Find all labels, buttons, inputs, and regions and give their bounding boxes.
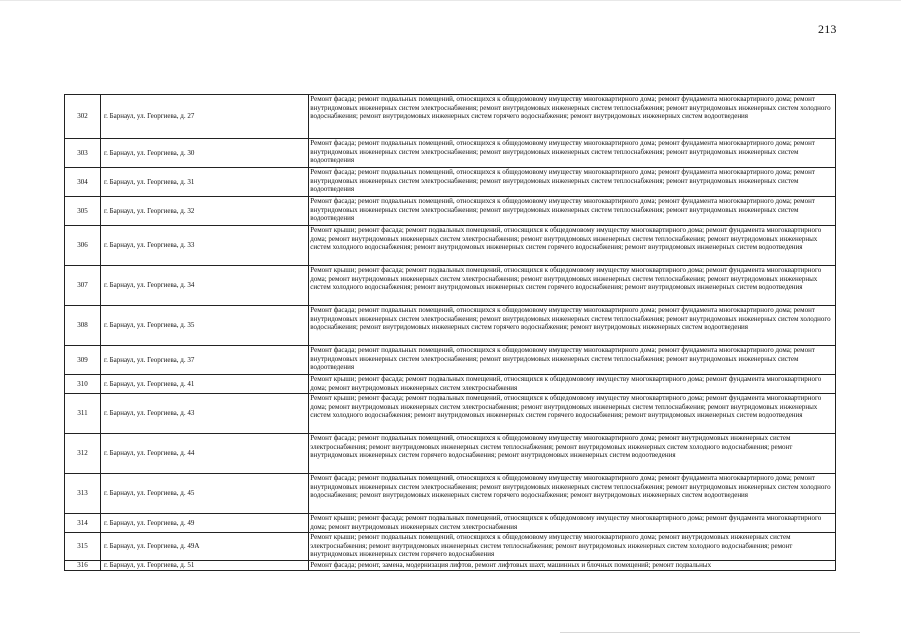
row-number: 309: [65, 346, 101, 375]
row-number: 311: [65, 394, 101, 434]
table-row: [65, 139, 836, 168]
row-address: г. Барнаул, ул. Георгиева, д. 49А: [101, 533, 309, 561]
row-number: 302: [65, 95, 101, 139]
row-address: г. Барнаул, ул. Георгиева, д. 41: [101, 375, 309, 394]
row-address: г. Барнаул, ул. Георгиева, д. 35: [101, 306, 309, 346]
works-text: Ремонт фасада; ремонт подвальных помещений, относящихся к общедомовому имуществу многоквартирного дома; ремонт внутридомовых инженерных систем электроснабжения; ремонт внутридомовых инженерных систем теплоснабжения; ремонт внутридомовых инженерных систем холодного водоснабжения; ремонт внутридомовых инженерных систем горячего водоснабжения; ремонт внутридомовых инженерных систем водоотведения: [310, 434, 793, 459]
row-number: 315: [65, 533, 101, 561]
table-row: [65, 197, 836, 226]
row-number: 314: [65, 514, 101, 533]
row-address: г. Барнаул, ул. Георгиева, д. 27: [101, 95, 309, 139]
works-text: Ремонт фасада; ремонт, замена, модернизация лифтов, ремонт лифтовых шахт, машинных и блочных помещений; ремонт подвальных: [310, 561, 712, 569]
row-works: [309, 95, 836, 139]
row-works: [309, 514, 836, 533]
row-works: [309, 266, 836, 306]
row-address: г. Барнаул, ул. Георгиева, д. 44: [101, 434, 309, 474]
row-works: [309, 197, 836, 226]
row-address: г. Барнаул, ул. Георгиева, д. 31: [101, 168, 309, 197]
table-row: [65, 533, 836, 561]
table-row: [65, 434, 836, 474]
works-text: Ремонт крыши; ремонт подвальных помещений, относящихся к общедомовому имуществу многоквартирного дома; ремонт внутридомовых инженерных систем электроснабжения; ремонт внутридомовых инженерных систем теплоснабжения; ремонт внутридомовых инженерных систем холодного водоснабжения; ремонт внутридомовых инженерных систем горячего водоснабжения: [310, 533, 793, 558]
works-text: Ремонт крыши; ремонт фасада; ремонт подвальных помещений, относящихся к общедомовому имуществу многоквартирного дома; ремонт фундамента многоквартирного дома; ремонт внутридомовых инженерных систем электроснабжения: [310, 514, 822, 531]
row-works: [309, 168, 836, 197]
row-works: [309, 394, 836, 434]
works-text: Ремонт фасада; ремонт подвальных помещений, относящихся к общедомовому имуществу многоквартирного дома; ремонт фундамента многоквартирного дома; ремонт внутридомовых инженерных систем электроснабжения; ремонт внутридомовых инженерных систем теплоснабжения; ремонт внутридомовых инженерных систем холодного водоснабжения; ремонт внутридомовых инженерных систем горячего водоснабжения; ремонт внутридомовых инженерных систем водоотведения: [310, 306, 831, 331]
row-address: г. Барнаул, ул. Георгиева, д. 51: [101, 561, 309, 571]
scan-top-edge: [0, 0, 901, 1]
row-works: [309, 474, 836, 514]
row-number: 303: [65, 139, 101, 168]
row-address: г. Барнаул, ул. Георгиева, д. 49: [101, 514, 309, 533]
table-row: [65, 226, 836, 266]
row-works: [309, 226, 836, 266]
scan-smudge: [560, 632, 860, 633]
row-address: г. Барнаул, ул. Георгиева, д. 33: [101, 226, 309, 266]
table-body: [65, 95, 836, 571]
works-text: Ремонт крыши; ремонт фасада; ремонт подвальных помещений, относящихся к общедомовому имуществу многоквартирного дома; ремонт фундамента многоквартирного дома; ремонт внутридомовых инженерных систем электроснабжения: [310, 375, 822, 392]
repair-works-table: [64, 94, 836, 571]
row-works: [309, 533, 836, 561]
row-number: 308: [65, 306, 101, 346]
works-text: Ремонт фасада; ремонт подвальных помещений, относящихся к общедомовому имуществу многоквартирного дома; ремонт фундамента многоквартирного дома; ремонт внутридомовых инженерных систем электроснабжения; ремонт внутридомовых инженерных систем теплоснабжения; ремонт внутридомовых инженерных систем водоотведения: [310, 346, 815, 371]
table-row: [65, 95, 836, 139]
row-works: [309, 434, 836, 474]
row-number: 307: [65, 266, 101, 306]
table-row: [65, 306, 836, 346]
table-row: [65, 394, 836, 434]
row-works: [309, 306, 836, 346]
works-text: Ремонт крыши; ремонт фасада; ремонт подвальных помещений, относящихся к общедомовому имуществу многоквартирного дома; ремонт фундамента многоквартирного дома; ремонт внутридомовых инженерных систем электроснабжения; ремонт внутридомовых инженерных систем теплоснабжения; ремонт внутридомовых инженерных систем холодного водоснабжения; ремонт внутридомовых инженерных систем горячего водоснабжения; ремонт внутридомовых инженерных систем водоотведения: [310, 226, 822, 251]
row-number: 312: [65, 434, 101, 474]
row-address: г. Барнаул, ул. Георгиева, д. 43: [101, 394, 309, 434]
table-row: [65, 474, 836, 514]
row-address: г. Барнаул, ул. Георгиева, д. 32: [101, 197, 309, 226]
row-number: 306: [65, 226, 101, 266]
table-row: [65, 514, 836, 533]
table-row: [65, 168, 836, 197]
row-works: [309, 561, 836, 571]
row-number: 310: [65, 375, 101, 394]
works-text: Ремонт фасада; ремонт подвальных помещений, относящихся к общедомовому имуществу многоквартирного дома; ремонт фундамента многоквартирного дома; ремонт внутридомовых инженерных систем электроснабжения; ремонт внутридомовых инженерных систем теплоснабжения; ремонт внутридомовых инженерных систем холодного водоснабжения; ремонт внутридомовых инженерных систем горячего водоснабжения; ремонт внутридомовых инженерных систем водоотведения: [310, 474, 831, 499]
table-row: [65, 266, 836, 306]
row-number: 304: [65, 168, 101, 197]
table-row: [65, 375, 836, 394]
row-address: г. Барнаул, ул. Георгиева, д. 45: [101, 474, 309, 514]
row-address: г. Барнаул, ул. Георгиева, д. 37: [101, 346, 309, 375]
works-text: Ремонт крыши; ремонт фасада; ремонт подвальных помещений, относящихся к общедомовому имуществу многоквартирного дома; ремонт фундамента многоквартирного дома; ремонт внутридомовых инженерных систем электроснабжения; ремонт внутридомовых инженерных систем теплоснабжения; ремонт внутридомовых инженерных систем холодного водоснабжения; ремонт внутридомовых инженерных систем горячего водоснабжения; ремонт внутридомовых инженерных систем водоотведения: [310, 394, 822, 419]
page-number: 213: [818, 22, 837, 36]
table-row: [65, 346, 836, 375]
works-text: Ремонт фасада; ремонт подвальных помещений, относящихся к общедомовому имуществу многоквартирного дома; ремонт фундамента многоквартирного дома; ремонт внутридомовых инженерных систем электроснабжения; ремонт внутридомовых инженерных систем теплоснабжения; ремонт внутридомовых инженерных систем водоотведения: [310, 168, 815, 193]
row-works: [309, 375, 836, 394]
row-number: 316: [65, 561, 101, 571]
table-row: [65, 561, 836, 571]
row-works: [309, 346, 836, 375]
row-number: 305: [65, 197, 101, 226]
row-works: [309, 139, 836, 168]
works-text: Ремонт крыши; ремонт фасада; ремонт подвальных помещений, относящихся к общедомовому имуществу многоквартирного дома; ремонт фундамента многоквартирного дома; ремонт внутридомовых инженерных систем электроснабжения; ремонт внутридомовых инженерных систем теплоснабжения; ремонт внутридомовых инженерных систем холодного водоснабжения; ремонт внутридомовых инженерных систем горячего водоснабжения; ремонт внутридомовых инженерных систем водоотведения: [310, 266, 822, 291]
row-address: г. Барнаул, ул. Георгиева, д. 34: [101, 266, 309, 306]
works-text: Ремонт фасада; ремонт подвальных помещений, относящихся к общедомовому имуществу многоквартирного дома; ремонт фундамента многоквартирного дома; ремонт внутридомовых инженерных систем электроснабжения; ремонт внутридомовых инженерных систем теплоснабжения; ремонт внутридомовых инженерных систем водоотведения: [310, 197, 815, 222]
row-address: г. Барнаул, ул. Георгиева, д. 30: [101, 139, 309, 168]
row-number: 313: [65, 474, 101, 514]
works-text: Ремонт фасада; ремонт подвальных помещений, относящихся к общедомовому имуществу многоквартирного дома; ремонт фундамента многоквартирного дома; ремонт внутридомовых инженерных систем электроснабжения; ремонт внутридомовых инженерных систем теплоснабжения; ремонт внутридомовых инженерных систем холодного водоснабжения; ремонт внутридомовых инженерных систем горячего водоснабжения; ремонт внутридомовых инженерных систем водоотведения: [310, 95, 831, 120]
works-text: Ремонт фасада; ремонт подвальных помещений, относящихся к общедомовому имуществу многоквартирного дома; ремонт фундамента многоквартирного дома; ремонт внутридомовых инженерных систем электроснабжения; ремонт внутридомовых инженерных систем теплоснабжения; ремонт внутридомовых инженерных систем водоотведения: [310, 139, 815, 164]
